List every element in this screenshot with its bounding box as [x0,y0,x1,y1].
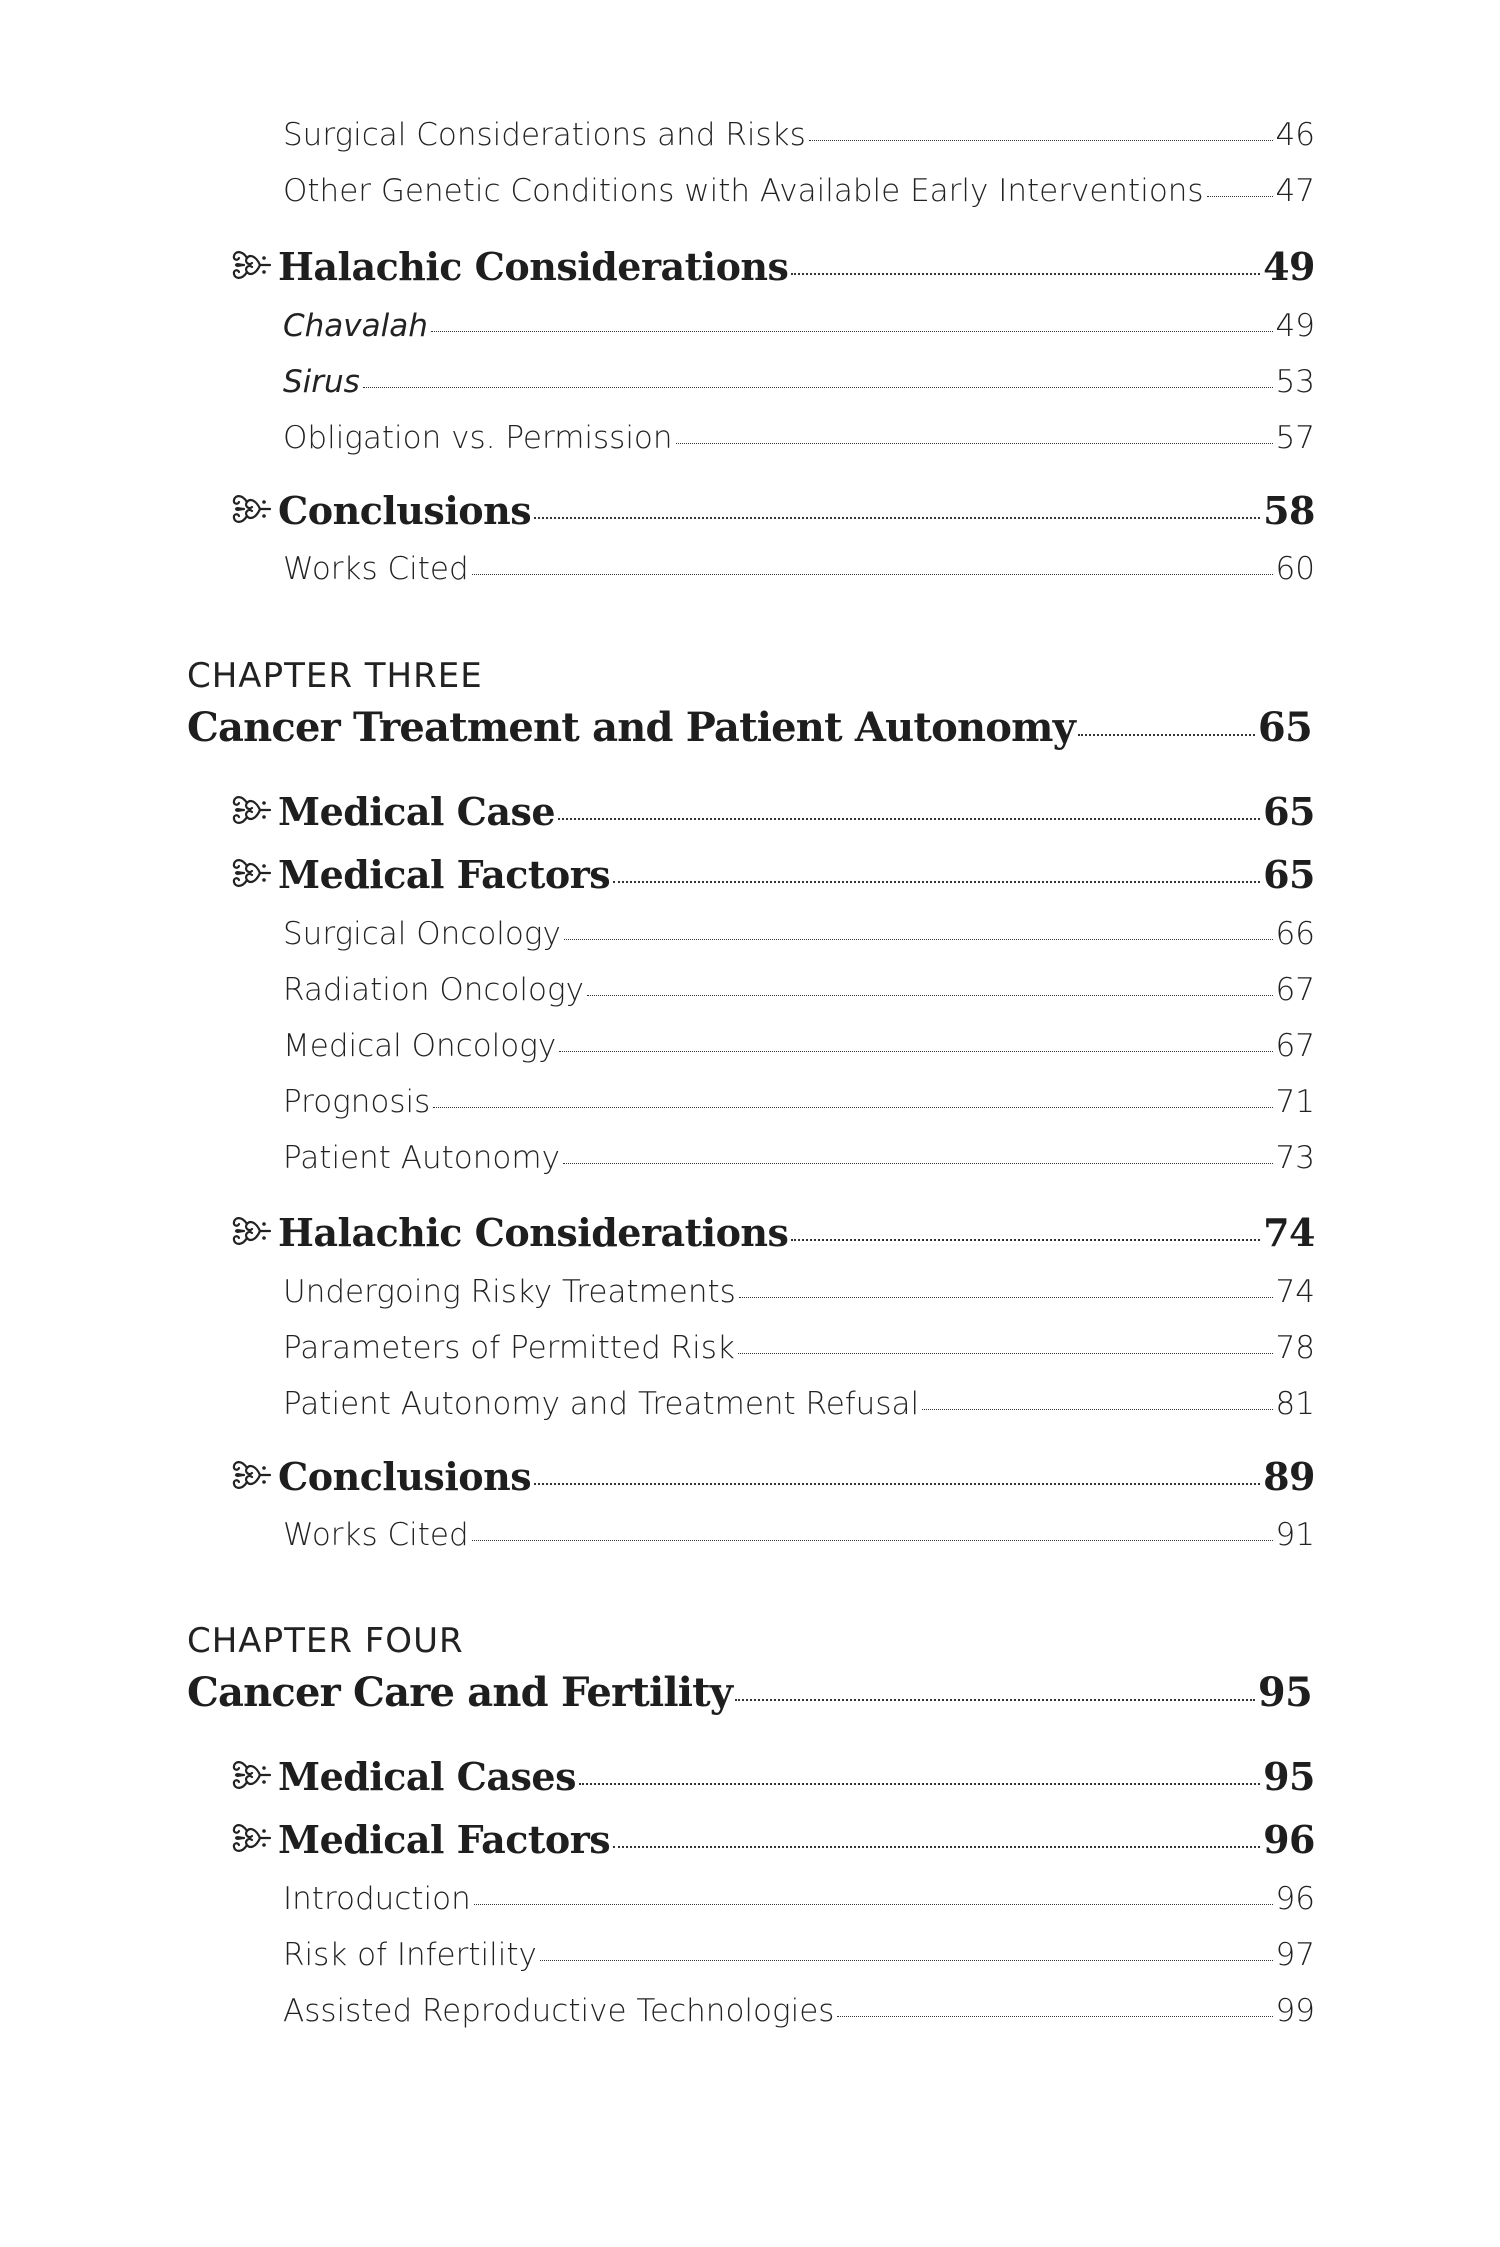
page-number: 49 [1263,244,1315,289]
toc-subentry[interactable] [283,1330,1315,1366]
dot-leader [540,1960,1273,1961]
page-number: 57 [1275,420,1315,456]
page-number: 58 [1263,488,1315,533]
toc-subentry[interactable] [283,1881,1315,1917]
dot-leader [791,273,1260,275]
page-number: 91 [1275,1517,1315,1553]
page-number: 81 [1275,1386,1315,1422]
toc-subentry[interactable] [283,1993,1315,2029]
toc-section-entry[interactable] [230,1452,1315,1499]
page-number: 89 [1263,1454,1315,1499]
dot-leader [613,1846,1260,1848]
dot-leader [579,1783,1260,1785]
fleuron-icon [230,1212,274,1250]
dot-leader [474,1904,1273,1905]
toc-section-entry[interactable] [230,486,1315,533]
entry-title: Other Genetic Conditions with Available Early Interventions [283,173,1204,209]
chapter-label: CHAPTER FOUR [187,1621,464,1661]
dot-leader [433,1107,1272,1108]
toc-subentry[interactable] [283,916,1315,952]
dot-leader [922,1409,1272,1410]
entry-title: Parameters of Permitted Risk [283,1330,735,1366]
toc-subentry[interactable] [283,972,1315,1008]
entry-title: Halachic Considerations [278,244,789,289]
entry-title: Obligation vs. Permission [283,420,673,456]
toc-subentry[interactable] [283,1028,1315,1064]
entry-title: Medical Oncology [283,1028,557,1064]
entry-title: Cancer Treatment and Patient Autonomy [187,704,1076,751]
entry-title: Chavalah [283,308,428,344]
dot-leader [1078,734,1255,736]
entry-title: Undergoing Risky Treatments [283,1274,736,1310]
dot-leader [534,1483,1260,1485]
dot-leader [564,939,1273,940]
toc-section-entry[interactable] [230,242,1315,289]
dot-leader [739,1297,1273,1298]
dot-leader [613,881,1260,883]
toc-chapter-title[interactable] [187,1669,1312,1716]
page-number: 60 [1275,551,1315,587]
dot-leader [735,1699,1255,1701]
entry-title: Surgical Considerations and Risks [283,117,806,153]
toc-subentry[interactable] [283,308,1315,344]
toc-subentry[interactable] [283,364,1315,400]
page-number: 67 [1275,972,1315,1008]
entry-title: Medical Factors [278,1817,611,1862]
entry-title: Patient Autonomy [283,1140,560,1176]
page-number: 95 [1263,1754,1315,1799]
fleuron-icon [230,1456,274,1494]
dot-leader [837,2016,1272,2017]
entry-title: Prognosis [283,1084,431,1120]
dot-leader [558,818,1260,820]
entry-title: Introduction [283,1881,471,1917]
toc-subentry[interactable] [283,173,1315,209]
entry-title: Sirus [283,364,360,400]
dot-leader [559,1051,1272,1052]
toc-subentry[interactable] [283,1937,1315,1973]
entry-title: Medical Factors [278,852,611,897]
dot-leader [563,1163,1273,1164]
page-number: 46 [1275,117,1315,153]
page-number: 74 [1275,1274,1315,1310]
toc-section-entry[interactable] [230,787,1315,834]
page-number: 65 [1257,704,1312,751]
fleuron-icon [230,1819,274,1857]
dot-leader [791,1239,1260,1241]
entry-title: Assisted Reproductive Technologies [283,1993,835,2029]
page-number: 49 [1275,308,1315,344]
chapter-label: CHAPTER THREE [187,656,483,696]
page-number: 47 [1275,173,1315,209]
entry-title: Conclusions [278,488,532,533]
page-number: 97 [1275,1937,1315,1973]
dot-leader [587,995,1273,996]
entry-title: Halachic Considerations [278,1210,789,1255]
toc-section-entry[interactable] [230,1208,1315,1255]
dot-leader [738,1353,1273,1354]
toc-subentry[interactable] [283,1274,1315,1310]
fleuron-icon [230,791,274,829]
entry-title: Works Cited [283,551,469,587]
dot-leader [363,387,1273,388]
fleuron-icon [230,1756,274,1794]
page-number: 96 [1275,1881,1315,1917]
entry-title: Works Cited [283,1517,469,1553]
toc-subentry[interactable] [283,420,1315,456]
fleuron-icon [230,490,274,528]
entry-title: Surgical Oncology [283,916,561,952]
entry-title: Risk of Infertility [283,1937,537,1973]
toc-subentry[interactable] [283,1386,1315,1422]
page-number: 95 [1257,1669,1312,1716]
fleuron-icon [230,246,274,284]
toc-subentry[interactable] [283,1140,1315,1176]
toc-chapter-title[interactable] [187,704,1312,751]
entry-title: Medical Cases [278,1754,577,1799]
entry-title: Patient Autonomy and Treatment Refusal [283,1386,920,1422]
dot-leader [472,574,1273,575]
toc-subentry[interactable] [283,117,1315,153]
fleuron-icon [230,854,274,892]
page-number: 78 [1275,1330,1315,1366]
page-number: 67 [1275,1028,1315,1064]
dot-leader [676,443,1273,444]
page-number: 99 [1275,1993,1315,2029]
page-number: 66 [1275,916,1315,952]
page-number: 96 [1263,1817,1315,1862]
dot-leader [809,140,1273,141]
dot-leader [534,517,1260,519]
toc-section-entry[interactable] [230,1815,1315,1862]
toc-subentry[interactable] [283,1517,1315,1553]
entry-title: Medical Case [278,789,556,834]
entry-title: Cancer Care and Fertility [187,1669,733,1716]
entry-title: Radiation Oncology [283,972,584,1008]
dot-leader [472,1540,1273,1541]
page-number: 74 [1263,1210,1315,1255]
dot-leader [431,331,1273,332]
page-number: 71 [1275,1084,1315,1120]
page-number: 65 [1263,789,1315,834]
page-number: 65 [1263,852,1315,897]
toc-subentry[interactable] [283,551,1315,587]
toc-subentry[interactable] [283,1084,1315,1120]
entry-title: Conclusions [278,1454,532,1499]
dot-leader [1207,196,1273,197]
toc-section-entry[interactable] [230,1752,1315,1799]
toc-section-entry[interactable] [230,850,1315,897]
page-number: 73 [1275,1140,1315,1176]
page-number: 53 [1275,364,1315,400]
